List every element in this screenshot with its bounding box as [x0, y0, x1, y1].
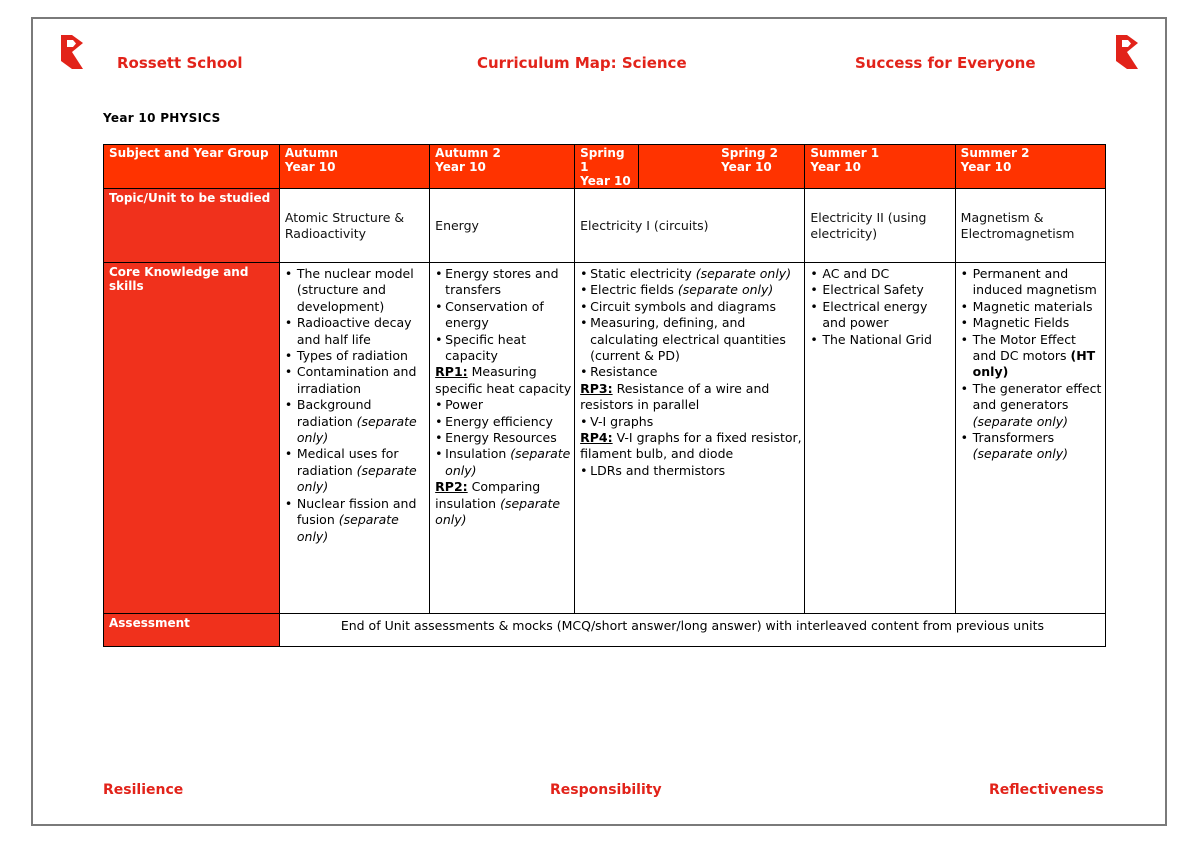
term-label: Autumn 2	[435, 146, 501, 160]
topic-cell: Atomic Structure & Radioactivity	[279, 189, 429, 263]
list-item: • Energy stores and transfers	[435, 266, 572, 299]
required-practical: RP2: Comparing insulation (separate only)	[435, 479, 561, 528]
core-cell-spring	[575, 263, 805, 614]
column-header	[955, 145, 1105, 189]
topic-cell: Electricity I (circuits)	[575, 189, 805, 263]
year-label: Year 10	[580, 174, 631, 188]
school-logo-left	[61, 35, 83, 69]
term-label: Summer 1	[810, 146, 880, 160]
school-motto: Success for Everyone	[855, 54, 1036, 72]
school-name: Rossett School	[117, 54, 243, 72]
list-item: • Electric fields (separate only)	[580, 282, 802, 298]
core-cell-summer1	[805, 263, 955, 614]
list-item: • Electrical Safety	[810, 282, 952, 298]
topic-label: Topic/Unit to be studied	[104, 189, 280, 263]
footer-value-left: Resilience	[103, 782, 184, 798]
document-title: Curriculum Map: Science	[477, 54, 687, 72]
footer-value-middle: Responsibility	[550, 782, 662, 798]
list-item: • Power	[435, 397, 572, 413]
list-item: • Specific heat capacity	[435, 332, 572, 365]
assessment-text: End of Unit assessments & mocks (MCQ/short answer/long answer) with interleaved content from previous units	[279, 614, 1105, 647]
column-header	[575, 145, 639, 189]
topic-row	[104, 189, 1106, 263]
core-cell-autumn2	[430, 263, 575, 614]
required-practical: RP3: Resistance of a wire and resistors in parallel	[580, 380, 770, 413]
core-label: Core Knowledge and skills	[104, 263, 280, 614]
list-item: • The Motor Effect and DC motors (HT only)	[961, 332, 1103, 381]
school-logo-right	[1116, 35, 1138, 69]
term-label: Autumn	[284, 146, 339, 160]
list-item: • Nuclear fission and fusion (separate only)	[285, 496, 427, 545]
assessment-row	[104, 614, 1106, 647]
page	[31, 17, 1167, 826]
year-label: Year 10	[960, 160, 1012, 174]
list-item: • Contamination and irradiation	[285, 364, 427, 397]
assessment-label: Assessment	[104, 614, 280, 647]
topic-cell: Electricity II (using electricity)	[805, 189, 955, 263]
list-item: • The National Grid	[810, 332, 952, 348]
year-title: Year 10 PHYSICS	[103, 111, 221, 125]
column-header	[805, 145, 955, 189]
list-item: • Permanent and induced magnetism	[961, 266, 1103, 299]
header-row	[104, 145, 1106, 189]
year-label: Year 10	[435, 160, 486, 174]
term-label: Spring 2	[721, 146, 779, 160]
list-item: • The generator effect and generators (separate only)	[961, 381, 1103, 430]
list-item: • Types of radiation	[285, 348, 427, 364]
year-label: Year 10	[810, 160, 861, 174]
list-item: • Resistance	[580, 364, 802, 380]
list-item: • Background radiation (separate only)	[285, 397, 427, 446]
list-item: • Energy Resources	[435, 430, 572, 446]
list-item: • Electrical energy and power	[810, 299, 952, 332]
list-item: • Transformers (separate only)	[961, 430, 1103, 463]
column-header	[430, 145, 575, 189]
list-item: • Insulation (separate only)	[435, 446, 572, 479]
core-cell-autumn	[279, 263, 429, 614]
list-item: • LDRs and thermistors	[580, 463, 802, 479]
list-item: • Magnetic Fields	[961, 315, 1103, 331]
list-item: • Circuit symbols and diagrams	[580, 299, 802, 315]
list-item: • Energy efficiency	[435, 414, 572, 430]
list-item: • Static electricity (separate only)	[580, 266, 802, 282]
list-item: • V-I graphs	[580, 414, 802, 430]
required-practical: RP4: V-I graphs for a fixed resistor, filament bulb, and diode	[580, 430, 802, 462]
list-item: • The nuclear model (structure and development)	[285, 266, 427, 315]
column-header	[639, 145, 805, 189]
term-label: Summer 2	[960, 146, 1030, 160]
list-item: • AC and DC	[810, 266, 952, 282]
subject-header: Subject and Year Group	[104, 145, 280, 189]
list-item: • Measuring, defining, and calculating electrical quantities (current & PD)	[580, 315, 802, 364]
topic-cell: Energy	[430, 189, 575, 263]
list-item: • Magnetic materials	[961, 299, 1103, 315]
year-label: Year 10	[721, 160, 772, 174]
required-practical: RP1: Measuring specific heat capacity	[435, 364, 572, 396]
year-label: Year 10	[284, 160, 336, 174]
list-item: • Radioactive decay and half life	[285, 315, 427, 348]
list-item: • Medical uses for radiation (separate only)	[285, 446, 427, 495]
column-header	[279, 145, 429, 189]
core-row	[104, 263, 1106, 614]
footer-value-right: Reflectiveness	[989, 782, 1104, 798]
core-cell-summer2	[955, 263, 1105, 614]
term-label: Spring 1	[580, 146, 625, 174]
curriculum-table	[103, 144, 1106, 647]
topic-cell: Magnetism & Electromagnetism	[955, 189, 1105, 263]
list-item: • Conservation of energy	[435, 299, 572, 332]
